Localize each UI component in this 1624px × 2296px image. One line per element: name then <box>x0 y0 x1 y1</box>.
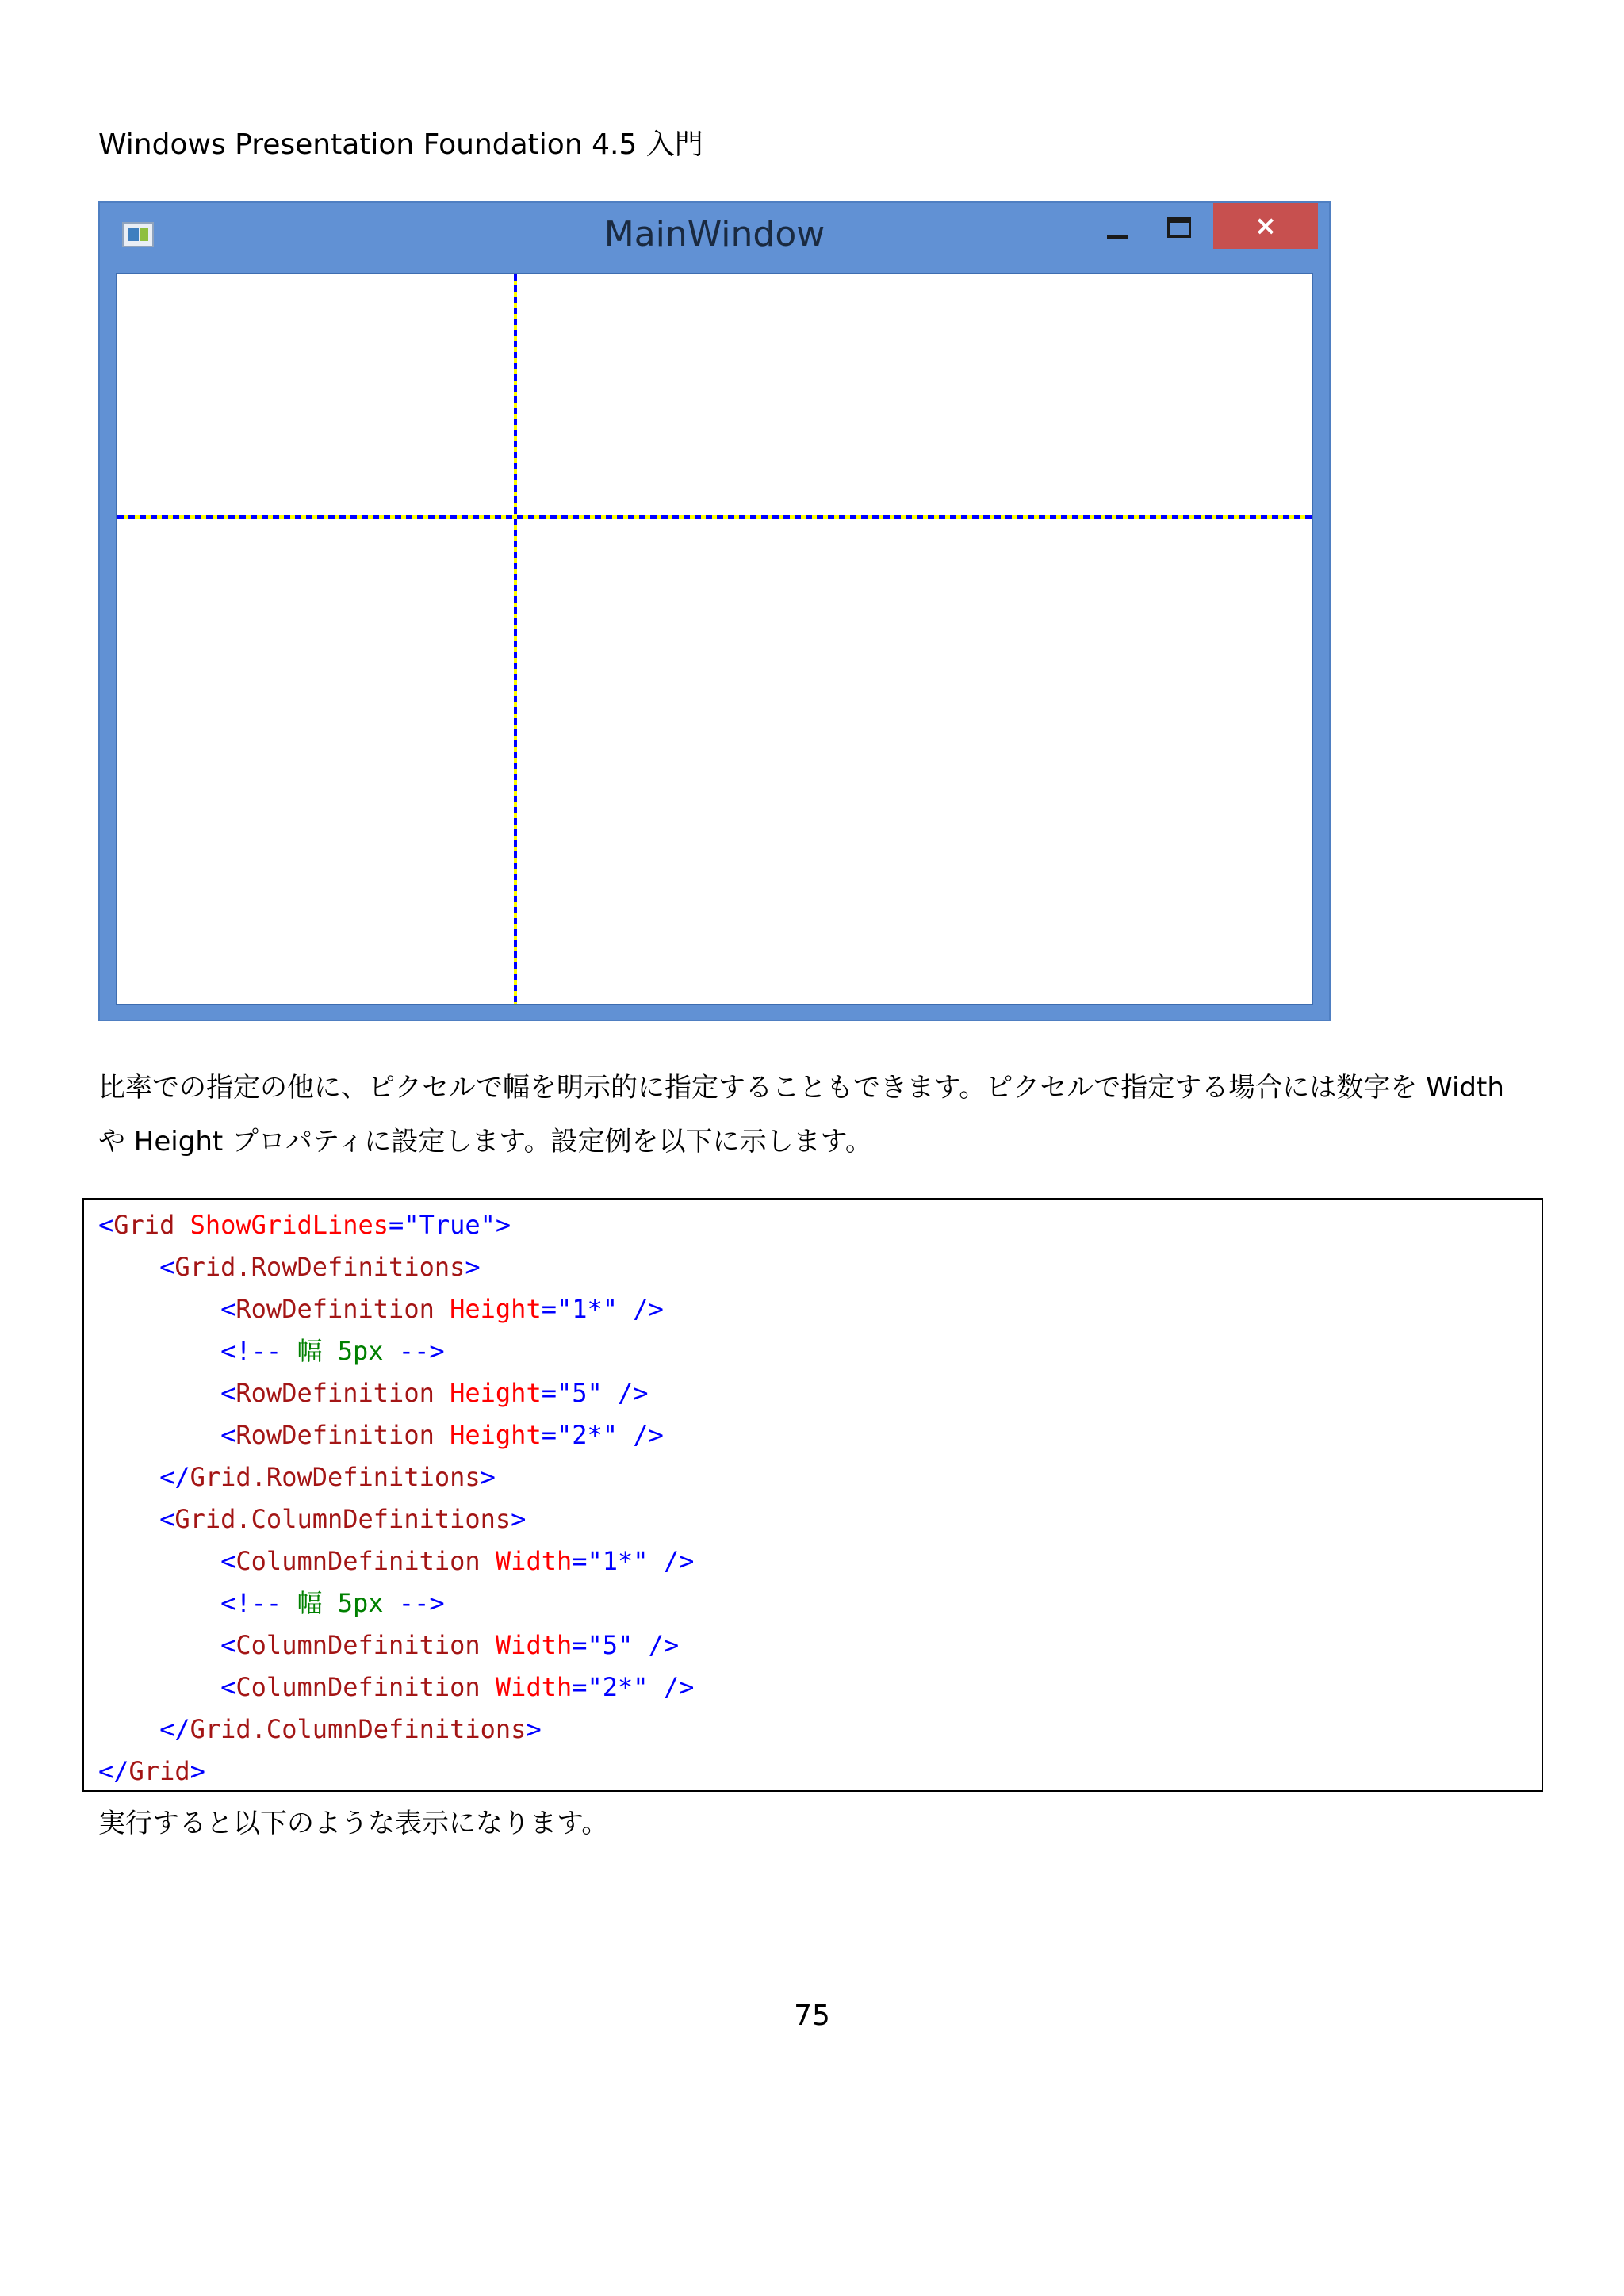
paragraph-line-2: や Height プロパティに設定します。設定例を以下に示します。 <box>98 1126 872 1158</box>
page-number: 75 <box>794 1999 830 2032</box>
code-line: <ColumnDefinition Width="1*" /> <box>220 1546 695 1576</box>
code-line: <RowDefinition Height="1*" /> <box>220 1294 664 1324</box>
code-line: </Grid.ColumnDefinitions> <box>159 1714 542 1744</box>
close-button[interactable] <box>1213 203 1318 249</box>
code-line: <!-- 幅 5px --> <box>220 1588 445 1618</box>
code-line: </Grid> <box>98 1756 205 1786</box>
page-header: Windows Presentation Foundation 4.5 入門 <box>98 128 703 161</box>
code-line: <Grid.RowDefinitions> <box>159 1252 481 1282</box>
code-line: <Grid ShowGridLines="True"> <box>98 1210 511 1240</box>
code-line: <RowDefinition Height="2*" /> <box>220 1420 664 1450</box>
grid-lines <box>117 274 1312 1004</box>
code-block <box>82 1198 1543 1792</box>
maximize-icon[interactable] <box>1167 217 1191 238</box>
code-line: <ColumnDefinition Width="2*" /> <box>220 1672 695 1702</box>
window-client-area <box>116 273 1313 1005</box>
window-title: MainWindow <box>603 214 825 254</box>
close-icon: × <box>1254 210 1277 242</box>
paragraph-line-1: 比率での指定の他に、ピクセルで幅を明示的に指定することもできます。ピクセルで指定する場合には数字を Width <box>98 1072 1504 1104</box>
body-paragraph <box>98 1061 1526 1169</box>
code-line: <Grid.ColumnDefinitions> <box>159 1504 527 1534</box>
code-line: <ColumnDefinition Width="5" /> <box>220 1630 680 1660</box>
after-text: 実行すると以下のような表示になります。 <box>98 1808 609 1839</box>
window-screenshot <box>98 201 1331 1021</box>
code-line: <!-- 幅 5px --> <box>220 1336 445 1366</box>
code-line: </Grid.RowDefinitions> <box>159 1462 496 1492</box>
code-line: <RowDefinition Height="5" /> <box>220 1378 649 1408</box>
minimize-icon[interactable] <box>1107 235 1128 239</box>
